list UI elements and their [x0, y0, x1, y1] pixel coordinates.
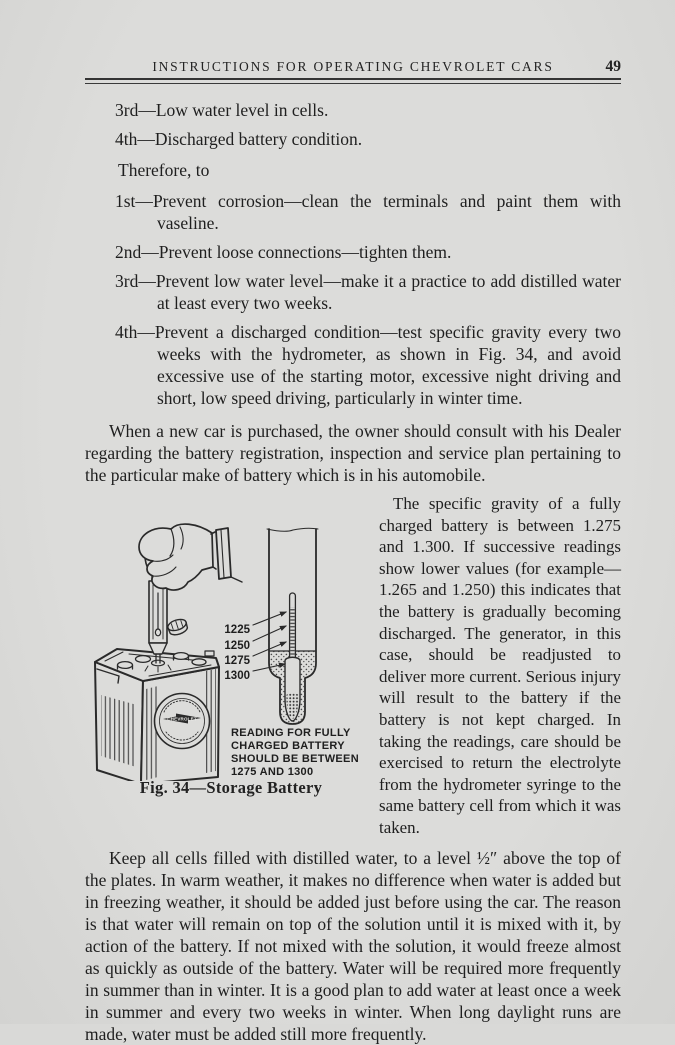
- annotation-line: 1275 AND 1300: [231, 766, 314, 778]
- therefore-line: Therefore, to: [118, 160, 210, 180]
- list-ordinal: 1st—: [115, 191, 153, 211]
- list-ordinal: 3rd—: [115, 271, 156, 291]
- battery-condition-list: [85, 99, 621, 150]
- list-text: Low water level in cells.: [155, 100, 329, 120]
- paragraph-new-car: When a new car is purchased, the owner should consult with his Dealer regarding the battery registration, inspection and service plan pertaining to the particular make of battery which is in his automobile.: [85, 421, 621, 485]
- page-content: [85, 58, 621, 1045]
- hydrometer-tube-illustration: [224, 528, 318, 724]
- annotation-line: READING FOR FULLY: [231, 727, 351, 739]
- scale-label: 1275: [224, 655, 250, 667]
- list-ordinal: 4th—: [115, 129, 155, 149]
- list-item: [85, 270, 621, 314]
- scale-label: 1300: [224, 670, 250, 682]
- list-text: Prevent low water level—make it a practice to add distilled water at least every two weeks.: [155, 271, 621, 313]
- list-ordinal: 4th—: [115, 322, 155, 342]
- emblem-label: CHEVROLET: [167, 716, 197, 722]
- specific-gravity-paragraph: The specific gravity of a fully charged battery is between 1.275 and 1.300. If successive readings show lower values (for example—1.265 and 1.250) this indicates that the battery is gradually becoming discharged. The generator, in this case, should be readjusted to deliver more current. Serious injury will result to the battery if the battery is not kept charged. In taking the readings, care should be exercised to return the electrolyte from the hydrometer syringe to the same battery cell from which it was taken.: [379, 494, 621, 837]
- list-item: [85, 99, 621, 121]
- storage-battery-figure: [85, 493, 377, 781]
- header-rule: [85, 78, 621, 84]
- list-ordinal: 3rd—: [115, 100, 156, 120]
- figure-row: [85, 493, 621, 839]
- list-item: [85, 241, 621, 263]
- annotation-line: CHARGED BATTERY: [231, 740, 345, 752]
- chevrolet-emblem: [155, 694, 210, 749]
- list-text: Prevent corrosion—clean the terminals and paint them with vaseline.: [152, 191, 621, 233]
- annotation-line: SHOULD BE BETWEEN: [231, 753, 359, 765]
- list-item: [85, 128, 621, 150]
- running-header: [85, 58, 621, 76]
- list-item: [85, 321, 621, 409]
- page-title: INSTRUCTIONS FOR OPERATING CHEVROLET CARS: [152, 59, 554, 74]
- scale-label: 1250: [224, 640, 250, 652]
- paragraph-keep-cells: Keep all cells filled with distilled water, to a level ½″ above the top of the plates. In warm weather, it makes no difference when water is added but in freezing weather, it should be added just before using the car. The reason is that water will remain on top of the solution until it is mixed with it, by action of the battery. If not mixed with the solution, it would freeze almost as quickly as outside of the battery. Water will be required more frequently in summer than in winter. It is a good plan to add water at least once a week in summer and every two weeks in winter. When long daylight runs are made, water must be added still more frequently.: [85, 847, 621, 1044]
- list-text: Prevent a discharged condition—test specific gravity every two weeks with the hydrometer, as shown in Fig. 34, and avoid excessive use of the starting motor, excessive night driving and short, low speed driving, particularly in winter time.: [154, 322, 621, 408]
- list-text: Discharged battery condition.: [154, 129, 363, 149]
- page-number: 49: [605, 58, 621, 75]
- loose-cap-illustration: [166, 617, 189, 637]
- figure-block: [85, 493, 377, 839]
- prevention-list: [85, 190, 621, 409]
- figure-caption: Fig. 34—Storage Battery: [139, 778, 323, 797]
- figure-annotation: [231, 727, 359, 778]
- list-item: [85, 190, 621, 234]
- list-ordinal: 2nd—: [115, 242, 159, 262]
- list-text: Prevent loose connections—tighten them.: [158, 242, 452, 262]
- battery-illustration: [95, 649, 219, 781]
- scale-label: 1225: [224, 624, 250, 636]
